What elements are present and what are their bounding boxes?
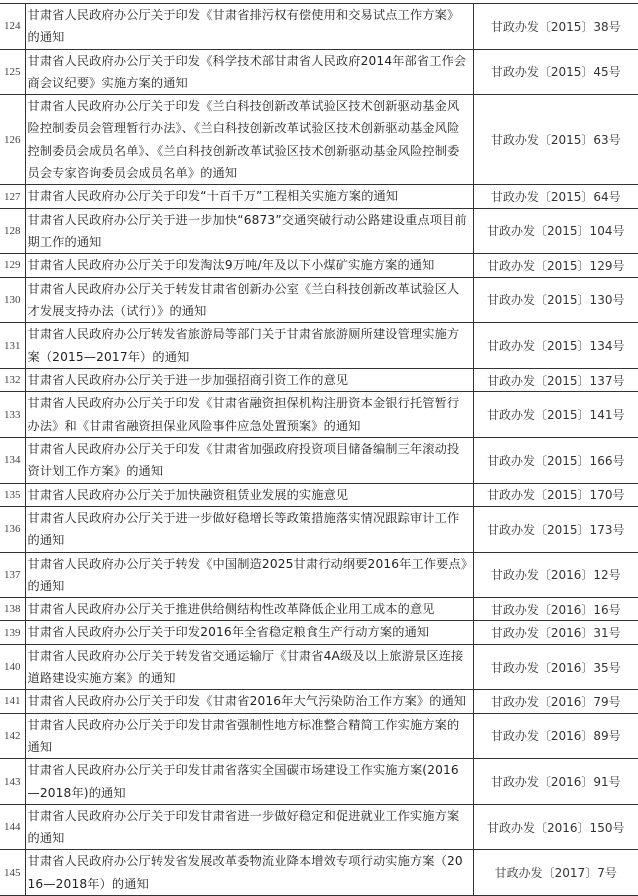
document-title: 甘肃省人民政府办公厅关于印发《科学技术部甘肃省人民政府2014年部省工作会商会议纪要》实施方案的通知 <box>25 49 473 95</box>
document-title: 甘肃省人民政府办公厅关于印发甘肃省进一步做好稳定和促进就业工作实施方案的通知 <box>25 804 473 850</box>
row-number: 126 <box>0 95 25 185</box>
document-code: 甘政办发〔2016〕35号 <box>473 644 638 690</box>
table-row <box>0 208 638 254</box>
document-code: 甘政办发〔2015〕173号 <box>473 506 638 552</box>
row-number: 124 <box>0 4 25 50</box>
row-number: 129 <box>0 254 25 277</box>
document-title: 甘肃省人民政府办公厅关于转发甘肃省创新办公室《兰白科技创新改革试验区人才发展支持办法（试行）》的通知 <box>25 277 473 323</box>
table-row <box>0 552 638 598</box>
document-title: 甘肃省人民政府办公厅关于印发《甘肃省2016年大气污染防治工作方案》的通知 <box>25 690 473 713</box>
row-number: 139 <box>0 621 25 644</box>
document-title: 甘肃省人民政府办公厅关于转发《中国制造2025甘肃行动纲要2016年工作要点》的通知 <box>25 552 473 598</box>
document-code: 甘政办发〔2016〕91号 <box>473 759 638 805</box>
document-code: 甘政办发〔2016〕79号 <box>473 690 638 713</box>
document-code: 甘政办发〔2015〕141号 <box>473 392 638 438</box>
table-row <box>0 598 638 621</box>
table-row <box>0 254 638 277</box>
row-number: 136 <box>0 506 25 552</box>
row-number: 133 <box>0 392 25 438</box>
row-number: 125 <box>0 49 25 95</box>
table-row <box>0 438 638 484</box>
row-number: 141 <box>0 690 25 713</box>
table-row <box>0 759 638 805</box>
table-row <box>0 185 638 208</box>
table-row <box>0 323 638 369</box>
table-row <box>0 4 638 50</box>
table-row <box>0 506 638 552</box>
table-row <box>0 369 638 392</box>
document-code: 甘政办发〔2015〕45号 <box>473 49 638 95</box>
document-list-table <box>0 3 638 896</box>
document-code: 甘政办发〔2015〕134号 <box>473 323 638 369</box>
document-code: 甘政办发〔2016〕31号 <box>473 621 638 644</box>
table-row <box>0 483 638 506</box>
document-code: 甘政办发〔2015〕64号 <box>473 185 638 208</box>
row-number: 127 <box>0 185 25 208</box>
document-title: 甘肃省人民政府办公厅转发省旅游局等部门关于甘肃省旅游厕所建设管理实施方案（2015—2017年）的通知 <box>25 323 473 369</box>
document-title: 甘肃省人民政府办公厅关于转发省交通运输厅《甘肃省4A级及以上旅游景区连接道路建设实施方案》的通知 <box>25 644 473 690</box>
document-title: 甘肃省人民政府办公厅关于印发“十百千万”工程相关实施方案的通知 <box>25 185 473 208</box>
document-code: 甘政办发〔2015〕129号 <box>473 254 638 277</box>
document-code: 甘政办发〔2016〕12号 <box>473 552 638 598</box>
table-row <box>0 277 638 323</box>
document-title: 甘肃省人民政府办公厅关于进一步加强招商引资工作的意见 <box>25 369 473 392</box>
document-title: 甘肃省人民政府办公厅关于进一步加快“6873”交通突破行动公路建设重点项目前期工作的通知 <box>25 208 473 254</box>
document-title: 甘肃省人民政府办公厅关于推进供给侧结构性改革降低企业用工成本的意见 <box>25 598 473 621</box>
table-row <box>0 690 638 713</box>
row-number: 145 <box>0 850 25 896</box>
document-code: 甘政办发〔2016〕16号 <box>473 598 638 621</box>
row-number: 130 <box>0 277 25 323</box>
document-title: 甘肃省人民政府办公厅关于印发《兰白科技创新改革试验区技术创新驱动基金风险控制委员会管理暂行办法》、《兰白科技创新改革试验区技术创新驱动基金风险控制委员会成员名单》、《兰白科技创新改革试验区技术创新驱动基金风险控制委员会专家咨询委员会成员名单》的通知 <box>25 95 473 185</box>
document-title: 甘肃省人民政府办公厅关于印发2016年全省稳定粮食生产行动方案的通知 <box>25 621 473 644</box>
row-number: 137 <box>0 552 25 598</box>
document-title: 甘肃省人民政府办公厅关于印发甘肃省强制性地方标准整合精简工作实施方案的通知 <box>25 713 473 759</box>
table-row <box>0 850 638 896</box>
document-title: 甘肃省人民政府办公厅关于印发《甘肃省排污权有偿使用和交易试点工作方案》的通知 <box>25 4 473 50</box>
table-row <box>0 621 638 644</box>
row-number: 143 <box>0 759 25 805</box>
document-code: 甘政办发〔2015〕170号 <box>473 483 638 506</box>
document-code: 甘政办发〔2015〕130号 <box>473 277 638 323</box>
document-code: 甘政办发〔2017〕7号 <box>473 850 638 896</box>
table-row <box>0 713 638 759</box>
row-number: 128 <box>0 208 25 254</box>
document-title: 甘肃省人民政府办公厅关于印发《甘肃省融资担保机构注册资本金银行托管暂行办法》和《甘肃省融资担保业风险事件应急处置预案》的通知 <box>25 392 473 438</box>
row-number: 142 <box>0 713 25 759</box>
table-row <box>0 95 638 185</box>
document-code: 甘政办发〔2015〕63号 <box>473 95 638 185</box>
row-number: 135 <box>0 483 25 506</box>
table-row <box>0 804 638 850</box>
document-title: 甘肃省人民政府办公厅关于进一步做好稳增长等政策措施落实情况跟踪审计工作的通知 <box>25 506 473 552</box>
document-code: 甘政办发〔2015〕137号 <box>473 369 638 392</box>
document-title: 甘肃省人民政府办公厅关于加快融资租赁业发展的实施意见 <box>25 483 473 506</box>
document-code: 甘政办发〔2016〕89号 <box>473 713 638 759</box>
document-code: 甘政办发〔2016〕150号 <box>473 804 638 850</box>
row-number: 140 <box>0 644 25 690</box>
row-number: 144 <box>0 804 25 850</box>
table-row <box>0 49 638 95</box>
row-number: 131 <box>0 323 25 369</box>
row-number: 134 <box>0 438 25 484</box>
document-code: 甘政办发〔2015〕104号 <box>473 208 638 254</box>
document-title: 甘肃省人民政府办公厅关于印发甘肃省落实全国碳市场建设工作实施方案(2016—2018年)的通知 <box>25 759 473 805</box>
table-row <box>0 392 638 438</box>
document-title: 甘肃省人民政府办公厅关于印发《甘肃省加强政府投资项目储备编制三年滚动投资计划工作方案》的通知 <box>25 438 473 484</box>
table-row <box>0 644 638 690</box>
row-number: 132 <box>0 369 25 392</box>
document-title: 甘肃省人民政府办公厅关于印发淘汰9万吨/年及以下小煤矿实施方案的通知 <box>25 254 473 277</box>
document-code: 甘政办发〔2015〕38号 <box>473 4 638 50</box>
row-number: 138 <box>0 598 25 621</box>
document-title: 甘肃省人民政府办公厅转发省发展改革委物流业降本增效专项行动实施方案（2016—2018年）的通知 <box>25 850 473 896</box>
document-code: 甘政办发〔2015〕166号 <box>473 438 638 484</box>
